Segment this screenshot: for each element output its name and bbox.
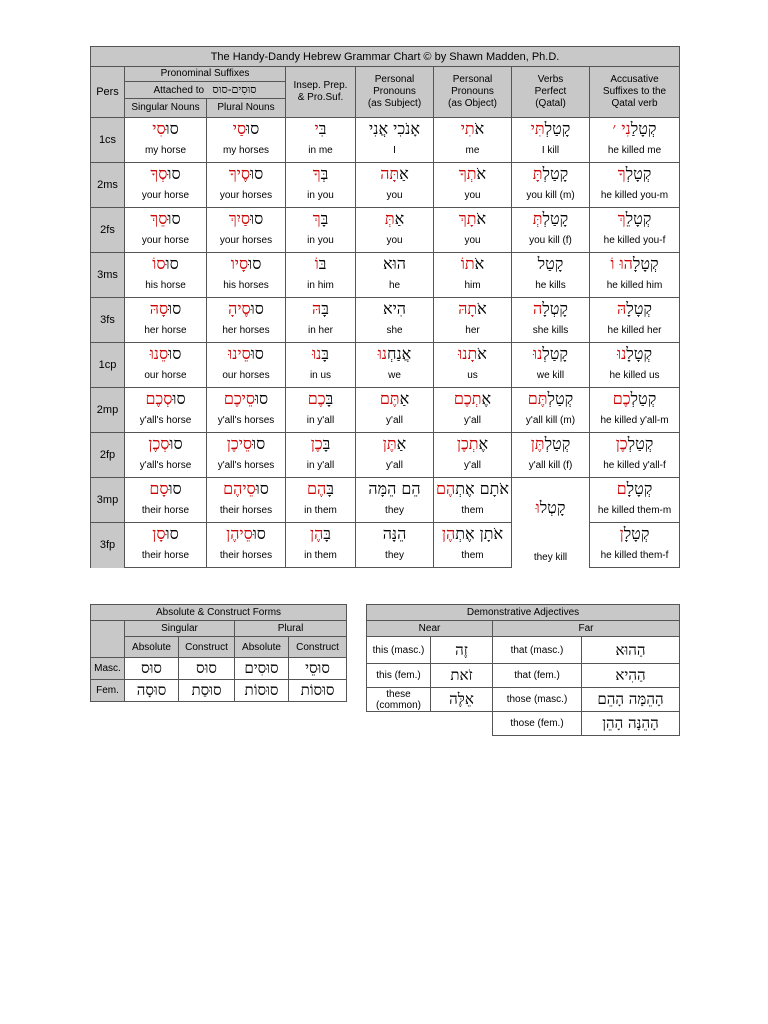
- accusative-suffix-hebrew: קְטָלַנִי ׳: [590, 118, 680, 141]
- object-pronouns-header: Personal Pronouns (as Object): [434, 67, 512, 118]
- plural-noun-hebrew: סוּסֵינוּ: [207, 343, 286, 366]
- verb-perfect-english: you kill (m): [512, 185, 590, 208]
- singular-noun-hebrew: סוּסִי: [125, 118, 207, 141]
- accusative-suffix-english: he killed me: [590, 140, 680, 163]
- insep-prep-hebrew: בָּכֶן: [286, 433, 356, 456]
- subject-pronoun-hebrew: הוּא: [356, 253, 434, 276]
- singular-noun-hebrew: סוּסָן: [125, 523, 207, 546]
- plural-noun-english: her horses: [207, 320, 286, 343]
- verb-perfect-english: she kills: [512, 320, 590, 343]
- pers-label: 3ms: [91, 253, 125, 298]
- plural-noun-english: our horses: [207, 365, 286, 388]
- verb-perfect-3p-eng: they kill: [533, 551, 568, 563]
- verb-perfect-3p-heb: קָטְלוּ: [535, 497, 566, 517]
- construct-header: Construct: [179, 637, 235, 658]
- singular-noun-english: his horse: [125, 275, 207, 298]
- verb-perfect-hebrew: קָטַל: [512, 253, 590, 276]
- accusative-suffix-english: he killed y'all-m: [590, 410, 680, 433]
- singular-noun-hebrew: סוּסָם: [125, 478, 207, 501]
- singular-noun-hebrew: סוּסוֹ: [125, 253, 207, 276]
- insep-prep-english: in y'all: [286, 455, 356, 478]
- plural-noun-hebrew: סוּסֵיכֶן: [207, 433, 286, 456]
- accusative-suffix-english: he killed you-m: [590, 185, 680, 208]
- object-pronoun-english: us: [434, 365, 512, 388]
- accusative-suffix-hebrew: קְטָלָם: [590, 478, 680, 501]
- absolute-construct-title: Absolute & Construct Forms: [91, 605, 347, 621]
- verbs-perfect-header: Verbs Perfect (Qatal): [512, 67, 590, 118]
- object-pronoun-hebrew: אֹתָךְ: [434, 208, 512, 231]
- plural-noun-english: your horses: [207, 230, 286, 253]
- accusative-suffix-hebrew: קְטַלְכֶם: [590, 388, 680, 411]
- fem-form: סוּסָה: [125, 680, 179, 702]
- insep-prep-hebrew: בּוֹ: [286, 253, 356, 276]
- subject-pronoun-hebrew: הִיא: [356, 298, 434, 321]
- subject-pronouns-header: Personal Pronouns (as Subject): [356, 67, 434, 118]
- plural-noun-hebrew: סוּסֵיהֶן: [207, 523, 286, 546]
- far-form: הָהֵמָּה הָהֵם: [582, 688, 680, 712]
- chart-title: The Handy-Dandy Hebrew Grammar Chart © by Shawn Madden, Ph.D.: [91, 47, 680, 67]
- singular-noun-english: their horse: [125, 500, 207, 523]
- pers-label: 3fp: [91, 523, 125, 568]
- object-pronoun-hebrew: אֹתוֹ: [434, 253, 512, 276]
- verb-perfect-english: he kills: [512, 275, 590, 298]
- far-form: הָהֵנָּה הָהֵן: [582, 712, 680, 736]
- insep-prep-english: in me: [286, 140, 356, 163]
- object-pronoun-english: her: [434, 320, 512, 343]
- attached-to-header: Attached to סוּסִים-סוּס: [125, 82, 286, 99]
- subject-pronoun-hebrew: אָנֹכִי אֲנִי: [356, 118, 434, 141]
- pers-label: 1cp: [91, 343, 125, 388]
- verb-perfect-english: y'all kill (f): [512, 455, 590, 478]
- fem-form: סוּסַת: [179, 680, 235, 702]
- singular-noun-hebrew: סוּסְכֶם: [125, 388, 207, 411]
- fem-form: סוּסוֹת: [235, 680, 289, 702]
- subject-pronoun-hebrew: הֵם הֵמָּה: [356, 478, 434, 501]
- plural-noun-english: their horses: [207, 500, 286, 523]
- subject-pronoun-hebrew: הֵנָּה: [356, 523, 434, 546]
- pers-label: 2mp: [91, 388, 125, 433]
- plural-noun-hebrew: סוּסֶיךָ: [207, 163, 286, 186]
- pers-label: 2ms: [91, 163, 125, 208]
- object-pronoun-english: you: [434, 230, 512, 253]
- singular-noun-hebrew: סוּסָהּ: [125, 298, 207, 321]
- singular-noun-hebrew: סוּסֵנוּ: [125, 343, 207, 366]
- object-pronoun-hebrew: אֹתִי: [434, 118, 512, 141]
- singular-nouns-header: Singular Nouns: [125, 99, 207, 118]
- insep-prep-hebrew: בָּךְ: [286, 208, 356, 231]
- accusative-suffix-english: he killed us: [590, 365, 680, 388]
- near-label: this (masc.): [367, 637, 431, 664]
- masc-label: Masc.: [91, 658, 125, 680]
- insep-prep-hebrew: בָּנוּ: [286, 343, 356, 366]
- pers-header: Pers: [91, 67, 125, 118]
- near-label: this (fem.): [367, 664, 431, 688]
- insep-prep-english: in y'all: [286, 410, 356, 433]
- subject-pronoun-english: I: [356, 140, 434, 163]
- object-pronoun-english: them: [434, 545, 512, 568]
- singular-noun-english: her horse: [125, 320, 207, 343]
- accusative-suffix-hebrew: קְטָלָהוּ וֹ: [590, 253, 680, 276]
- singular-noun-english: your horse: [125, 230, 207, 253]
- empty-cell: [367, 712, 431, 736]
- object-pronoun-english: y'all: [434, 410, 512, 433]
- plural-noun-hebrew: סוּסֵיהֶם: [207, 478, 286, 501]
- near-form: אֵלֶּה: [431, 688, 493, 712]
- singular-noun-english: their horse: [125, 545, 207, 568]
- subject-pronoun-hebrew: אַתֶּם: [356, 388, 434, 411]
- insep-prep-hebrew: בָּהֶן: [286, 523, 356, 546]
- pers-label: 2fp: [91, 433, 125, 478]
- near-form: זֶה: [431, 637, 493, 664]
- verb-perfect-english: we kill: [512, 365, 590, 388]
- object-pronoun-hebrew: אֹתָן אֶתְהֶן: [434, 523, 512, 546]
- insep-prep-hebrew: בְּךָ: [286, 163, 356, 186]
- chart-body: [91, 118, 680, 568]
- singular-noun-english: our horse: [125, 365, 207, 388]
- insep-prep-hebrew: בָּהּ: [286, 298, 356, 321]
- verb-perfect-english: you kill (f): [512, 230, 590, 253]
- object-pronoun-hebrew: אֹתָם אֶתְהֶם: [434, 478, 512, 501]
- insep-prep-header: Insep. Prep. & Pro.Suf.: [286, 67, 356, 118]
- far-form: הַהִיא: [582, 664, 680, 688]
- accusative-suffix-hebrew: קְטָלָהּ: [590, 298, 680, 321]
- absolute-header: Absolute: [125, 637, 179, 658]
- fem-form: סוּסוֹת: [289, 680, 347, 702]
- verb-perfect-hebrew: קָטַלְתִּי: [512, 118, 590, 141]
- masc-form: סוּס: [179, 658, 235, 680]
- absolute-construct-table: [90, 604, 347, 702]
- insep-prep-english: in him: [286, 275, 356, 298]
- object-pronoun-hebrew: אֶתְכֶן: [434, 433, 512, 456]
- subject-pronoun-hebrew: אַתֶּן: [356, 433, 434, 456]
- far-label: those (masc.): [493, 688, 582, 712]
- plural-noun-english: my horses: [207, 140, 286, 163]
- plural-header: Plural: [235, 621, 347, 637]
- insep-prep-hebrew: בָּכֶם: [286, 388, 356, 411]
- masc-form: סוּס: [125, 658, 179, 680]
- far-label: that (masc.): [493, 637, 582, 664]
- accusative-suffix-english: he killed you-f: [590, 230, 680, 253]
- plural-noun-hebrew: סוּסֵיכֶם: [207, 388, 286, 411]
- verb-perfect-3p-cell: [512, 478, 590, 568]
- subject-pronoun-english: they: [356, 500, 434, 523]
- insep-prep-hebrew: בָּהֶם: [286, 478, 356, 501]
- insep-prep-hebrew: בִּי: [286, 118, 356, 141]
- pronominal-suffixes-header: Pronominal Suffixes: [125, 67, 286, 82]
- singular-noun-english: y'all's horse: [125, 455, 207, 478]
- accusative-suffix-english: he killed her: [590, 320, 680, 343]
- fem-label: Fem.: [91, 680, 125, 702]
- verb-perfect-hebrew: קְטַלְתֶּן: [512, 433, 590, 456]
- empty-cell: [431, 712, 493, 736]
- verb-perfect-hebrew: קְטַלְתֶּם: [512, 388, 590, 411]
- plural-noun-hebrew: סוּסָיו: [207, 253, 286, 276]
- masc-form: סוּסִים: [235, 658, 289, 680]
- subject-pronoun-english: he: [356, 275, 434, 298]
- pers-label: 3fs: [91, 298, 125, 343]
- accusative-suffix-hebrew: קְטַלְכֶן: [590, 433, 680, 456]
- plural-noun-english: y'all's horses: [207, 410, 286, 433]
- near-form: זֹאת: [431, 664, 493, 688]
- accusative-suffix-hebrew: קְטָלָן: [590, 523, 680, 546]
- demonstrative-table: [366, 604, 680, 736]
- object-pronoun-english: you: [434, 185, 512, 208]
- accusative-suffix-hebrew: קְטָלָנוּ: [590, 343, 680, 366]
- accusative-suffix-hebrew: קְטָלְךָ: [590, 163, 680, 186]
- object-pronoun-english: him: [434, 275, 512, 298]
- accusative-suffix-english: he killed him: [590, 275, 680, 298]
- verb-perfect-english: I kill: [512, 140, 590, 163]
- demonstrative-title: Demonstrative Adjectives: [367, 605, 680, 621]
- pers-label: 2fs: [91, 208, 125, 253]
- insep-prep-english: in you: [286, 230, 356, 253]
- subject-pronoun-english: y'all: [356, 455, 434, 478]
- absolute-header: Absolute: [235, 637, 289, 658]
- subject-pronoun-hebrew: אַתָּה: [356, 163, 434, 186]
- subject-pronoun-english: she: [356, 320, 434, 343]
- verb-perfect-hebrew: קָטַלְתְּ: [512, 208, 590, 231]
- insep-prep-english: in them: [286, 500, 356, 523]
- subject-pronoun-hebrew: אַתְּ: [356, 208, 434, 231]
- accusative-suffixes-header: Accusative Suffixes to the Qatal verb: [590, 67, 680, 118]
- subject-pronoun-english: you: [356, 185, 434, 208]
- singular-noun-hebrew: סוּסְךָ: [125, 163, 207, 186]
- near-header: Near: [367, 621, 493, 637]
- insep-prep-english: in us: [286, 365, 356, 388]
- plural-noun-english: your horses: [207, 185, 286, 208]
- accusative-suffix-english: he killed them-f: [590, 545, 680, 568]
- singular-noun-english: my horse: [125, 140, 207, 163]
- verb-perfect-english: y'all kill (m): [512, 410, 590, 433]
- near-label: these (common): [367, 688, 431, 712]
- far-label: that (fem.): [493, 664, 582, 688]
- subject-pronoun-hebrew: אֲנַחְנוּ: [356, 343, 434, 366]
- plural-nouns-header: Plural Nouns: [207, 99, 286, 118]
- verb-perfect-hebrew: קָטְלָה: [512, 298, 590, 321]
- construct-header: Construct: [289, 637, 347, 658]
- object-pronoun-hebrew: אֶתְכֶם: [434, 388, 512, 411]
- object-pronoun-english: y'all: [434, 455, 512, 478]
- subject-pronoun-english: y'all: [356, 410, 434, 433]
- far-label: those (fem.): [493, 712, 582, 736]
- singular-header: Singular: [125, 621, 235, 637]
- pers-label: 1cs: [91, 118, 125, 163]
- insep-prep-english: in them: [286, 545, 356, 568]
- object-pronoun-hebrew: אֹתְךָ: [434, 163, 512, 186]
- plural-noun-hebrew: סוּסַי: [207, 118, 286, 141]
- verb-perfect-hebrew: קָטַלְתָּ: [512, 163, 590, 186]
- far-header: Far: [493, 621, 680, 637]
- object-pronoun-hebrew: אֹתָהּ: [434, 298, 512, 321]
- subject-pronoun-english: they: [356, 545, 434, 568]
- pers-label: 3mp: [91, 478, 125, 523]
- singular-noun-english: your horse: [125, 185, 207, 208]
- object-pronoun-hebrew: אֹתָנוּ: [434, 343, 512, 366]
- subject-pronoun-english: we: [356, 365, 434, 388]
- singular-noun-english: y'all's horse: [125, 410, 207, 433]
- verb-perfect-hebrew: קָטַלְנוּ: [512, 343, 590, 366]
- plural-noun-english: their horses: [207, 545, 286, 568]
- subject-pronoun-english: you: [356, 230, 434, 253]
- plural-noun-hebrew: סוּסַיִךְ: [207, 208, 286, 231]
- masc-form: סוּסֵי: [289, 658, 347, 680]
- accusative-suffix-english: he killed y'all-f: [590, 455, 680, 478]
- singular-noun-hebrew: סוּסְכֶן: [125, 433, 207, 456]
- far-form: הַהוּא: [582, 637, 680, 664]
- insep-prep-english: in you: [286, 185, 356, 208]
- plural-noun-english: y'all's horses: [207, 455, 286, 478]
- plural-noun-hebrew: סוּסֶיהָ: [207, 298, 286, 321]
- blank-corner: [91, 621, 125, 658]
- singular-noun-hebrew: סוּסֵךְ: [125, 208, 207, 231]
- grammar-chart-table: [90, 46, 680, 568]
- object-pronoun-english: me: [434, 140, 512, 163]
- accusative-suffix-hebrew: קְטָלֵךְ: [590, 208, 680, 231]
- object-pronoun-english: them: [434, 500, 512, 523]
- insep-prep-english: in her: [286, 320, 356, 343]
- accusative-suffix-english: he killed them-m: [590, 500, 680, 523]
- plural-noun-english: his horses: [207, 275, 286, 298]
